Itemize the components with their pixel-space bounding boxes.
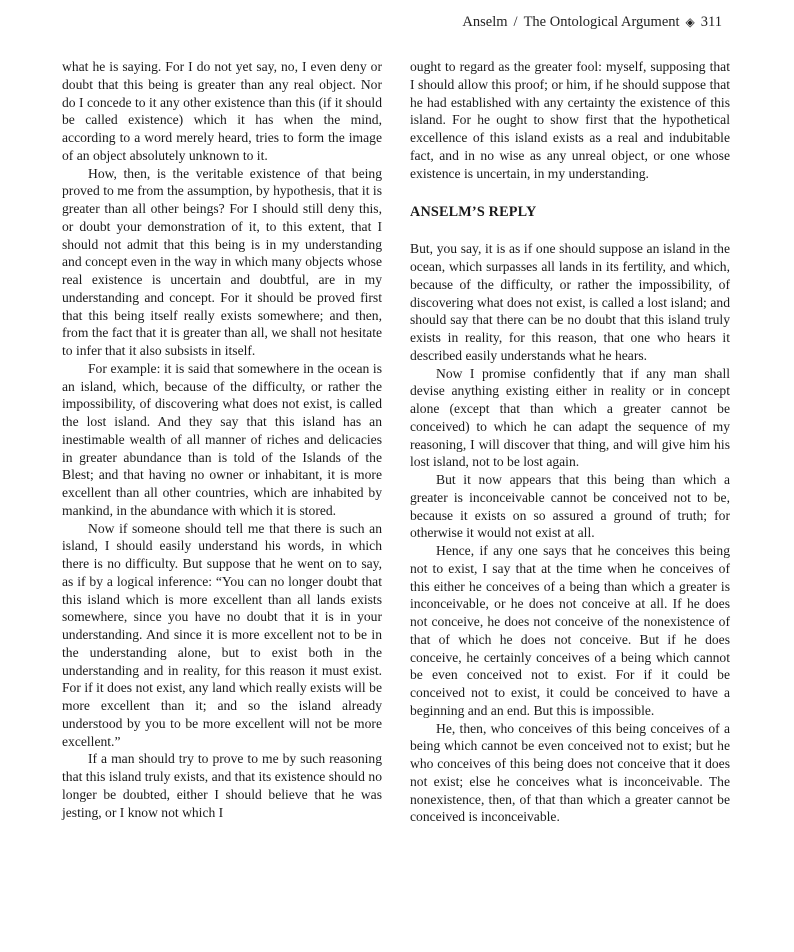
paragraph: Now if someone should tell me that there is such an island, I should easily understand his words, in which there is no difficulty. But suppose that he went on to say, as if by a logical inference: “You can no longer doubt that this island which is more excellent than all lands exists somewhere, since you have no doubt that it is in your understanding. And since it is more excellent not to be in the understanding alone, but to exist both in the understanding and in reality, for this reason it must exist. For if it does not exist, any land which really exists will be more excellent than it; and so the island already understood by you to be more excellent will not be more excellent.” [62,520,382,749]
paragraph: But it now appears that this being than which a greater is inconceivable cannot be conceived not to be, because it exists on so assured a ground of truth; for otherwise it would not exist at all. [410,472,730,541]
header-separator: / [513,14,518,30]
paragraph: But, you say, it is as if one should suppose an island in the ocean, which surpasses all lands in its fertility, and which, because of the difficulty, or rather the impossibility, of discovering what does not exist, is called a lost island; and should say that there can be no doubt that this island truly exists in reality, for this reason, that one who hears it described easily understands what he hears. [410,241,730,363]
paragraph: If a man should try to prove to me by such reasoning that this island truly exists, and that its existence should no longer be doubted, either I should believe that he was jesting, or I know not which I [62,751,382,820]
paragraph: He, then, who conceives of this being conceives of a being which cannot be even conceived not to exist; but he who conceives of this being does not conceive that it does not exist; else he conceives what is inconceivable. The nonexistence, then, of that than which a greater cannot be conceived is inconceivable. [410,720,730,825]
section-heading: ANSELM’S REPLY [410,204,537,221]
paragraph: Hence, if any one says that he conceives this being not to exist, I say that at the time when he conceives of this either he conceives of a being than which a greater is inconceivable, or he does not conceive at all. If he does not conceive, he does not conceive of the nonexistence of that of which he does not conceive. But if he does conceive, he certainly conceives of a being which cannot be even conceived not to exist. For if it could be conceived not to exist, it could be conceived to have a beginning and an end. But this is impossible. [410,543,730,718]
paragraph: what he is saying. For I do not yet say, no, I even deny or doubt that this being is greater than any real object. Nor do I concede to it any other existence than this (if it should be called existence) which it has when the mind, according to a word merely heard, tries to form the image of an object absolutely unknown to it. [62,59,382,163]
left-column [62,58,382,821]
page-number: 311 [700,14,722,30]
header-title: The Ontological Argument [523,14,680,30]
header-ornament-icon: ◈ [685,15,695,29]
running-header [462,14,722,31]
paragraph: For example: it is said that somewhere in the ocean is an island, which, because of the difficulty, or rather the impossibility, of discovering what does not exist, is called the lost island. And they say that this island has an inestimable wealth of all manner of riches and delicacies in greater abundance than is told of the Islands of the Blest; and that having no owner or inhabitant, it is more excellent than all other countries, which are inhabited by mankind, in the abundance with which it is stored. [62,360,382,518]
header-author: Anselm [462,14,508,30]
paragraph: How, then, is the veritable existence of that being proved to me from the assumption, by hypothesis, that it is greater than all other beings? For I should still deny this, or doubt your demonstration of it, to this extent, that I should not admit that this being is in my understanding and concept even in the way in which many objects whose real existence is uncertain and doubtful, are in my understanding and concept. For it should be proved first that this being itself really exists somewhere; and then, from the fact that it is greater than all, we shall not hesitate to infer that it also subsists in itself. [62,165,382,358]
paragraph: ought to regard as the greater fool: myself, supposing that I should allow this proof; or him, if he should suppose that he had established with any certainty the existence of this island. For he ought to show first that the hypothetical excellence of this island exists as a real and indubitable fact, and in no wise as any unreal object, or one whose existence is uncertain, in my understanding. [410,59,730,181]
paragraph: Now I promise confidently that if any man shall devise anything existing either in reality or in concept alone (except that than which a greater cannot be conceived) to which he can adapt the sequence of my reasoning, I will discover that thing, and will give him his lost island, not to be lost again. [410,365,730,470]
right-column [410,58,730,826]
